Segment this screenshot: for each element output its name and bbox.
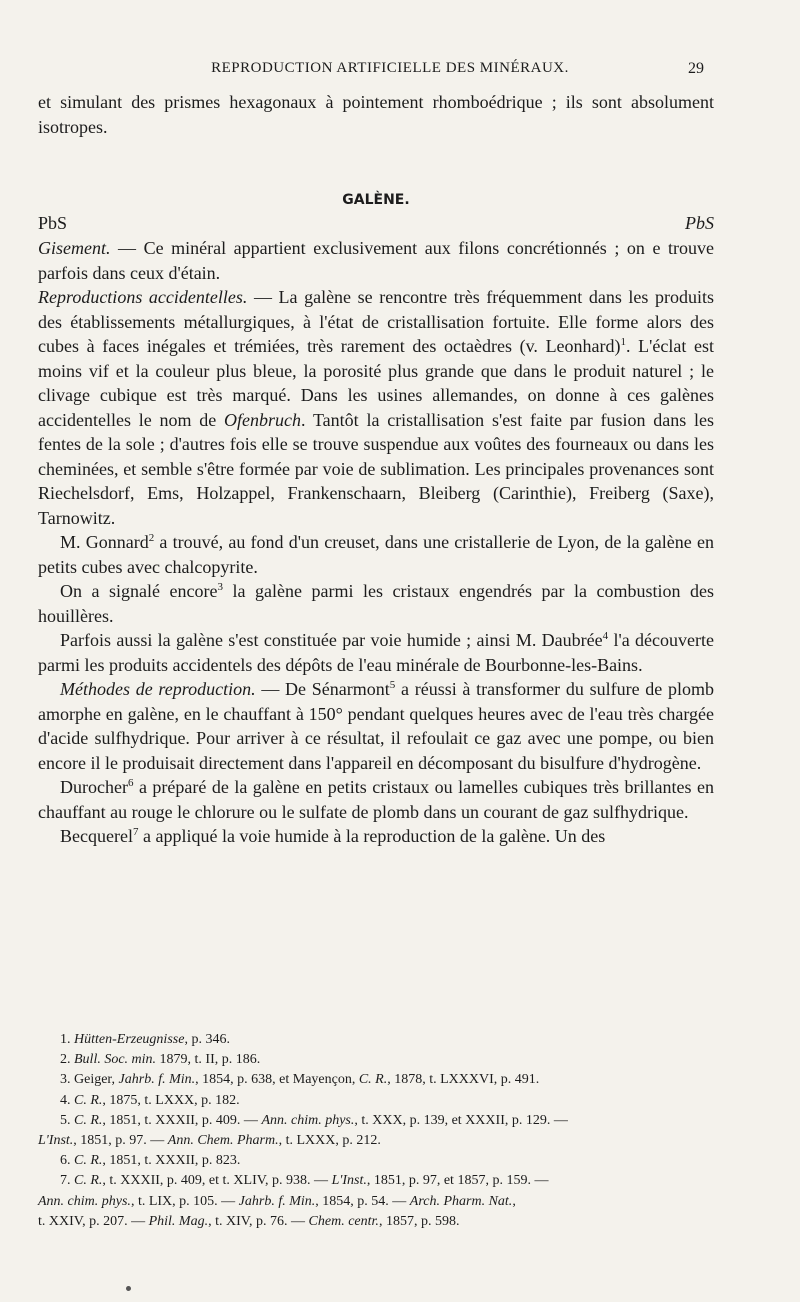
paragraph-methodes: Méthodes de reproduction. — De Sénarmont$^5$ a réussi à transformer du sulfure de plomb amorphe en galène, en le chauffant à 150° pendant quelques heures avec de l'eau très chargée d'acide sulfhydrique. Pour arriver à ce résultat, il refoulait ce gaz avec une pompe, ou bien encore il le produisait directement dans l'appareil en décomposant du bisulfure d'hydrogène. <box>38 679 715 773</box>
formula-row <box>38 210 714 236</box>
footnote-7-cont-2: t. XXIV, p. 207. — Phil. Mag., t. XIV, p. 76. — Chem. centr., 1857, p. 598. <box>38 1213 460 1229</box>
footnote-7-cont: Ann. chim. phys., t. LIX, p. 105. — Jahrb. f. Min., 1854, p. 54. — Arch. Pharm. Nat., <box>38 1193 516 1209</box>
footnote-ref: 6 <box>127 777 134 789</box>
footnote-5-cont: L'Inst., 1851, p. 97. — Ann. Chem. Pharm., t. LXXX, p. 212. <box>38 1133 381 1149</box>
footnote-2: 2. Bull. Soc. min. 1879, t. II, p. 186. <box>60 1052 261 1068</box>
paragraph-becquerel: Becquerel$^7$ a appliqué la voie humide à la reproduction de la galène. Un des <box>60 826 606 846</box>
paragraph-daubree: Parfois aussi la galène s'est constituée par voie humide ; ainsi M. Daubrée$^4$ l'a découverte parmi les produits accidentels des dépôts de l'eau minérale de Bourbonne-les-Bains. <box>38 630 714 675</box>
running-header: REPRODUCTION ARTIFICIELLE DES MINÉRAUX. <box>211 60 569 76</box>
footnote-3: 3. Geiger, Jahrb. f. Min., 1854, p. 638, et Mayençon, C. R., 1878, t. LXXXVI, p. 491. <box>60 1072 540 1088</box>
formula-left: PbS <box>38 213 68 233</box>
label-reproductions: Reproductions accidentelles. <box>38 287 248 307</box>
footnote-ref: 2 <box>148 532 155 544</box>
footnote-ref: 4 <box>602 630 609 642</box>
page-number: 29 <box>688 60 704 77</box>
footnote-ref: 1 <box>620 336 627 348</box>
main-text <box>38 90 714 849</box>
paragraph-gisement: Gisement. — Ce minéral appartient exclusivement aux filons concrétionnés ; on e trouve parfois dans ceux d'étain. <box>38 238 714 283</box>
paragraph-gonnard: M. Gonnard$^2$ a trouvé, au fond d'un creuset, dans une cristallerie de Lyon, de la galène en petits cubes avec chalcopyrite. <box>38 532 714 577</box>
ink-speck <box>126 1286 131 1291</box>
footnote-6: 6. C. R., 1851, t. XXXII, p. 823. <box>60 1153 241 1169</box>
footnote-ref: 7 <box>132 826 139 838</box>
intro-paragraph: et simulant des prismes hexagonaux à pointement rhomboédrique ; ils sont absolument isotropes. <box>38 92 714 137</box>
footnotes <box>38 1030 720 1232</box>
term-ofenbruch: Ofenbruch <box>224 409 301 430</box>
label-methodes: Méthodes de reproduction. <box>60 679 256 699</box>
footnote-1: 1. Hütten-Erzeugnisse, p. 346. <box>60 1032 230 1047</box>
footnote-5: 5. C. R., 1851, t. XXXII, p. 409. — Ann. chim. phys., t. XXX, p. 139, et XXXII, p. 129. — <box>60 1112 568 1128</box>
footnote-ref: 3 <box>217 581 223 593</box>
footnote-4: 4. C. R., 1875, t. LXXX, p. 182. <box>60 1092 240 1108</box>
footnote-7: 7. C. R., t. XXXII, p. 409, et t. XLIV, p. 938. — L'Inst., 1851, p. 97, et 1857, p. 159. — <box>60 1173 549 1189</box>
label-gisement: Gisement. <box>38 238 111 258</box>
paragraph-combustion: On a signalé encore$^3$ la galène parmi les cristaux engendrés par la combustion des houillères. <box>38 581 714 626</box>
formula-right: PbS <box>685 213 714 233</box>
paragraph-reproductions: Reproductions accidentelles. — La galène se rencontre très fréquemment dans les produits des établissements métallurgiques, à l'état de cristallisation fortuite. Elle forme alors des cubes à faces inégales et trémiées, très rarement des octaèdres (v. Leonhard)$^1$. L'éclat est moins vif et la couleur plus bleue, la porosité plus grande que dans le produit naturel ; le clivage cubique est très marqué. Dans les usines allemandes, on donne à ces galènes accidentelles le nom de Ofenbruch. Tantôt la cristallisation s'est faite par fusion dans les fentes de la sole ; d'autres fois elle se trouve suspendue aux voûtes des fourneaux ou dans les cheminées, et semble s'être formée par voie de sublimation. Les principales provenances sont Riechelsdorf, Ems, Holzappel, Frankenschaarn, Bleiberg (Carinthie), Freiberg (Saxe), Tarnowitz. <box>38 287 715 528</box>
footnote-ref: 5 <box>389 679 396 691</box>
section-title: GALÈNE. <box>342 192 410 208</box>
paragraph-durocher: Durocher$^6$ a préparé de la galène en petits cristaux ou lamelles cubiques très brillantes en chauffant au rouge le chlorure ou le sulfate de plomb dans un courant de gaz sulfhydrique. <box>38 777 714 822</box>
